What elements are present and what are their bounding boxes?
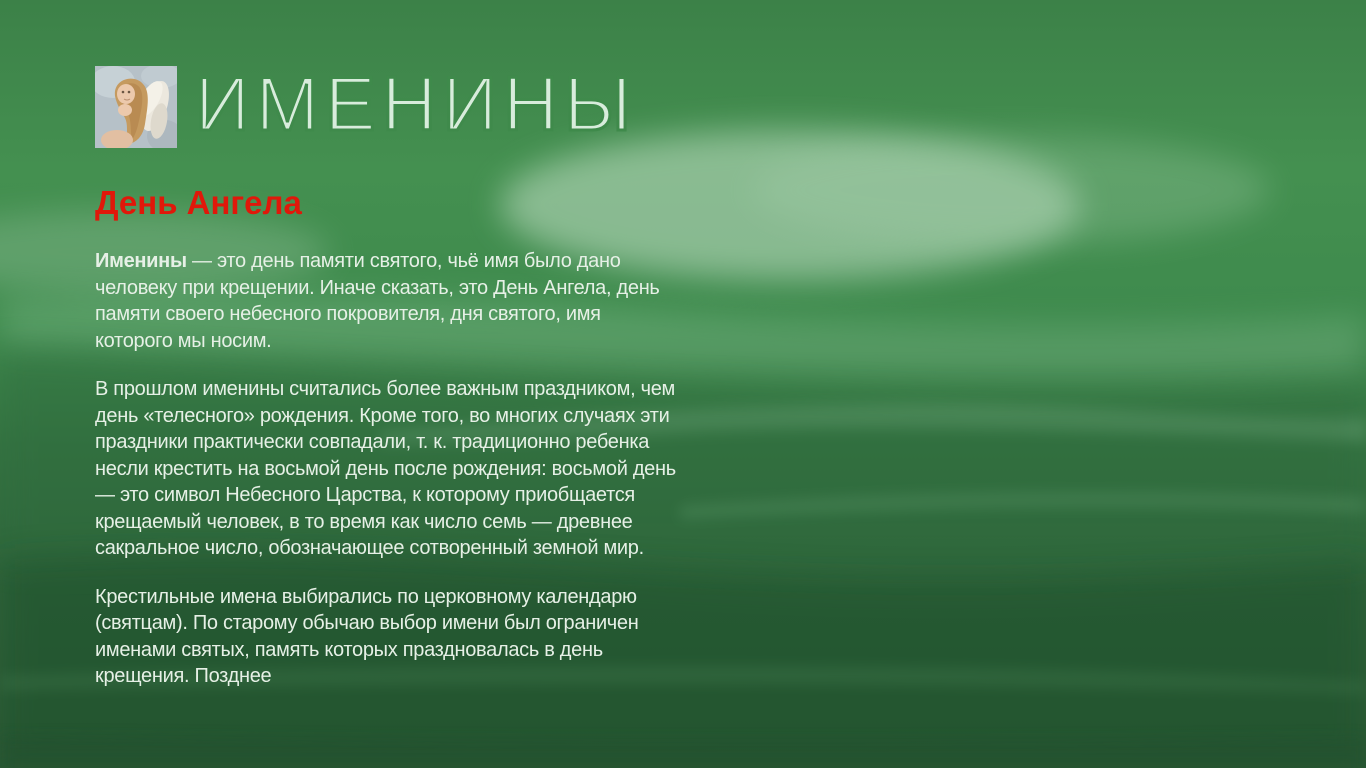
paragraph-1-lead: Именины [95, 250, 187, 272]
paragraph-1 [95, 248, 680, 354]
article-heading: День Ангела [95, 184, 302, 221]
paragraph-3-text: Крестильные имена выбирались по церковному календарю (святцам). По старому обычаю выбор имени был ограничен именами святых, память которых праздновалась в день крещения. Позднее [95, 585, 639, 687]
angel-photo [95, 66, 177, 148]
paragraph-2 [95, 376, 680, 562]
app-title: ИМЕНИНЫ [195, 62, 638, 147]
paragraph-3 [95, 584, 680, 690]
paragraph-1-text: — это день памяти святого, чьё имя было дано человеку при крещении. Иначе сказать, это День Ангела, день памяти своего небесного покровителя, дня святого, имя которого мы носим. [95, 250, 660, 352]
angel-photo-image [95, 66, 177, 148]
app-header [95, 62, 638, 148]
article-content[interactable] [95, 184, 685, 712]
paragraph-2-text: В прошлом именины считались более важным праздником, чем день «телесного» рождения. Кроме того, во многих случаях эти праздники практически совпадали, т. к. традиционно ребенка несли крестить на восьмой день после рождения: восьмой день — это символ Небесного Царства, к которому приобщается крещаемый человек, в то время как число семь — древнее сакральное число, обозначающее сотворенный земной мир. [95, 378, 676, 559]
